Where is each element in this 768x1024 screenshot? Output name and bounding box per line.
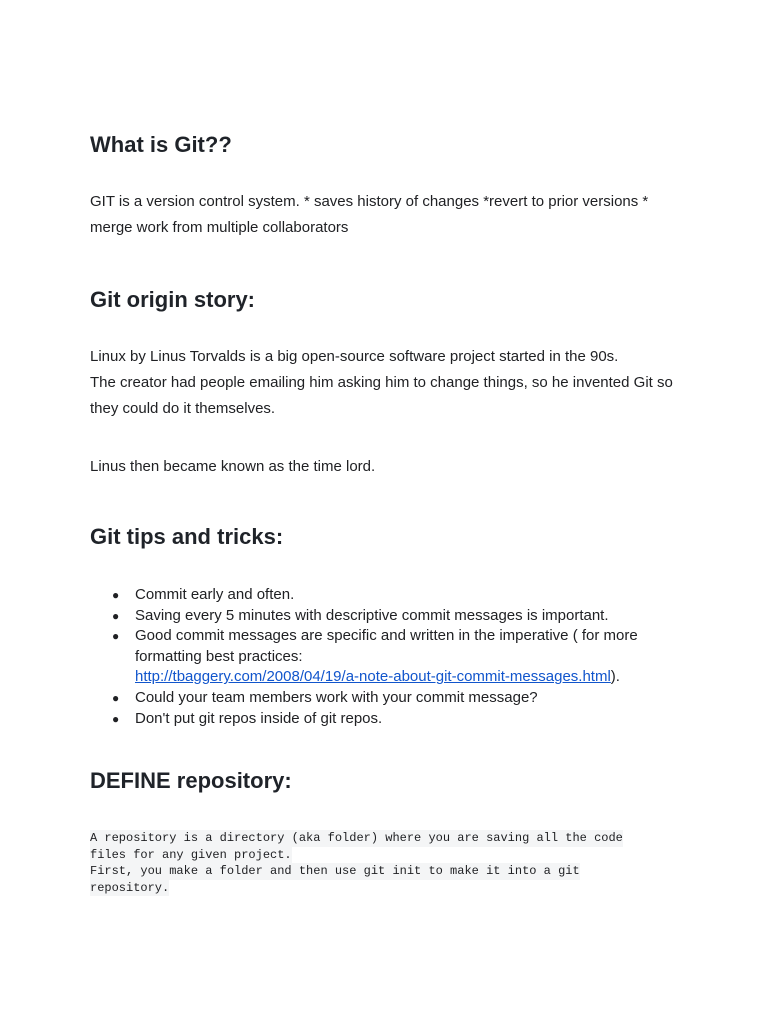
code-line: repository.: [90, 880, 170, 895]
list-item: [90, 709, 690, 730]
paragraph-line: The creator had people emailing him asking him to change things, so he invented Git so: [90, 374, 673, 391]
bullet-icon: ●: [112, 608, 120, 623]
list-item-text: Good commit messages are specific and written in the imperative ( for more: [135, 627, 638, 645]
list-item-text: Don't put git repos inside of git repos.: [135, 709, 383, 727]
list-item: [90, 585, 690, 606]
paragraph-line: GIT is a version control system. * saves history of changes *revert to prior versions *: [90, 193, 649, 210]
list-item: [90, 606, 690, 627]
list-item: [90, 626, 690, 688]
commit-messages-link[interactable]: http://tbaggery.com/2008/04/19/a-note-about-git-commit-messages.html: [135, 668, 611, 686]
list-item: [90, 688, 690, 709]
list-item-text: Saving every 5 minutes with descriptive commit messages is important.: [135, 606, 609, 624]
list-item-text: Commit early and often.: [135, 586, 295, 603]
code-line: files for any given project.: [90, 847, 292, 862]
paragraph-line: Linus then became known as the time lord.: [90, 458, 376, 475]
paragraph-line: Linux by Linus Torvalds is a big open-source software project started in the 90s.: [90, 348, 619, 365]
tips-list: [90, 585, 690, 729]
bullet-icon: ●: [112, 588, 120, 602]
code-line: First, you make a folder and then use git init to make it into a git: [90, 864, 580, 879]
link-suffix: ).: [610, 668, 620, 686]
code-line: A repository is a directory (aka folder) where you are saving all the code: [90, 831, 623, 845]
paragraph-what-is-git: [90, 189, 690, 241]
list-item-text: Could your team members work with your commit message?: [135, 688, 538, 706]
heading-git-origin-story: Git origin story:: [90, 287, 255, 312]
list-item-text: formatting best practices:: [135, 647, 303, 665]
paragraph-origin: [90, 344, 690, 422]
heading-define-repository: DEFINE repository:: [90, 768, 292, 793]
bullet-icon: ●: [112, 690, 120, 705]
paragraph-line: merge work from multiple collaborators: [90, 219, 349, 236]
code-block: [90, 830, 623, 896]
paragraph-time-lord: [90, 454, 690, 480]
bullet-icon: ●: [112, 629, 120, 644]
heading-git-tips: Git tips and tricks:: [90, 524, 284, 549]
heading-what-is-git: What is Git??: [90, 132, 232, 157]
bullet-icon: ●: [112, 711, 120, 726]
paragraph-line: they could do it themselves.: [90, 400, 276, 417]
